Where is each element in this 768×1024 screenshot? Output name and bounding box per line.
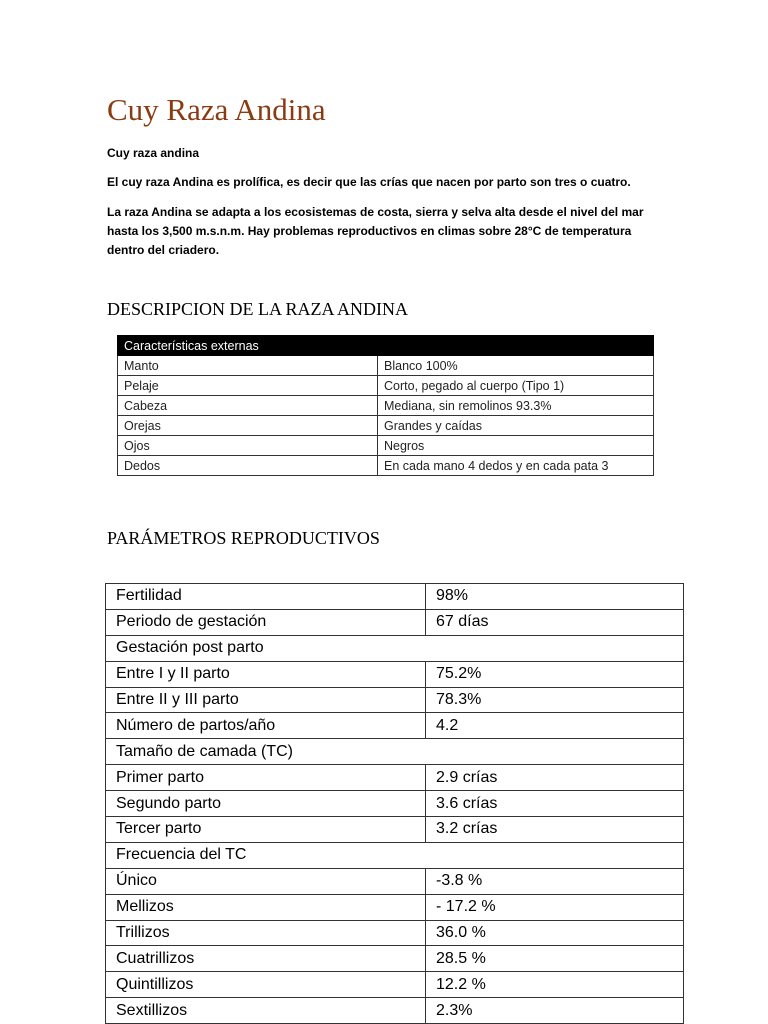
- value-cell: 4.2: [426, 713, 684, 739]
- section-label-cell: Frecuencia del TC: [106, 842, 684, 868]
- page-title: Cuy Raza Andina: [107, 92, 326, 127]
- value-cell: 28.5 %: [426, 946, 684, 972]
- value-cell: 2.9 crías: [426, 765, 684, 791]
- label-cell: Tercer parto: [106, 817, 426, 843]
- subtitle: Cuy raza andina: [107, 146, 200, 160]
- label-cell: Primer parto: [106, 765, 426, 791]
- section-label-cell: Gestación post parto: [106, 635, 684, 661]
- table-row: [118, 356, 654, 376]
- table-row: [106, 765, 684, 791]
- table-row: [106, 739, 684, 765]
- label-cell: Cuatrillizos: [106, 946, 426, 972]
- intro-paragraph: El cuy raza Andina es prolífica, es decir que las crías que nacen por parto son tres o cuatro.: [107, 175, 631, 189]
- table-row: [106, 920, 684, 946]
- label-cell: Pelaje: [118, 376, 378, 396]
- label-cell: Sextillizos: [106, 998, 426, 1024]
- label-cell: Segundo parto: [106, 791, 426, 817]
- value-cell: - 17.2 %: [426, 894, 684, 920]
- table-row: [118, 436, 654, 456]
- value-cell: 98%: [426, 584, 684, 610]
- table-row: [106, 584, 684, 610]
- label-cell: Trillizos: [106, 920, 426, 946]
- table-row: [106, 713, 684, 739]
- label-cell: Dedos: [118, 456, 378, 476]
- section-heading-description: DESCRIPCION DE LA RAZA ANDINA: [107, 299, 409, 319]
- table-row: [106, 661, 684, 687]
- value-cell: 75.2%: [426, 661, 684, 687]
- table-header-row: [118, 336, 654, 356]
- adaptation-paragraph: La raza Andina se adapta a los ecosistemas de costa, sierra y selva alta desde el nivel del mar hasta los 3,500 m.s.n.m. Hay problemas reproductivos en climas sobre 28°C de temperatura dentro del criadero.: [107, 205, 644, 257]
- value-cell: 2.3%: [426, 998, 684, 1024]
- table-header-cell: Características externas: [118, 336, 654, 356]
- label-cell: Manto: [118, 356, 378, 376]
- label-cell: Orejas: [118, 416, 378, 436]
- label-cell: Entre II y III parto: [106, 687, 426, 713]
- section-heading-parameters: PARÁMETROS REPRODUCTIVOS: [107, 528, 380, 548]
- value-cell: Blanco 100%: [378, 356, 654, 376]
- value-cell: 12.2 %: [426, 972, 684, 998]
- table-row: [118, 416, 654, 436]
- table-row: [106, 791, 684, 817]
- label-cell: Mellizos: [106, 894, 426, 920]
- label-cell: Quintillizos: [106, 972, 426, 998]
- value-cell: En cada mano 4 dedos y en cada pata 3: [378, 456, 654, 476]
- label-cell: Periodo de gestación: [106, 609, 426, 635]
- table-row: [118, 376, 654, 396]
- external-characteristics-table: [117, 335, 654, 476]
- label-cell: Número de partos/año: [106, 713, 426, 739]
- value-cell: Negros: [378, 436, 654, 456]
- table-row: [118, 456, 654, 476]
- table-row: [106, 842, 684, 868]
- table-row: [106, 687, 684, 713]
- table-row: [106, 868, 684, 894]
- label-cell: Cabeza: [118, 396, 378, 416]
- value-cell: 3.6 crías: [426, 791, 684, 817]
- label-cell: Ojos: [118, 436, 378, 456]
- section-label-cell: Tamaño de camada (TC): [106, 739, 684, 765]
- table-row: [106, 635, 684, 661]
- value-cell: Grandes y caídas: [378, 416, 654, 436]
- value-cell: 78.3%: [426, 687, 684, 713]
- table-row: [106, 817, 684, 843]
- table-row: [118, 396, 654, 416]
- table-row: [106, 894, 684, 920]
- table-row: [106, 972, 684, 998]
- value-cell: 36.0 %: [426, 920, 684, 946]
- value-cell: 67 días: [426, 609, 684, 635]
- label-cell: Único: [106, 868, 426, 894]
- label-cell: Entre I y II parto: [106, 661, 426, 687]
- value-cell: -3.8 %: [426, 868, 684, 894]
- table-row: [106, 946, 684, 972]
- table-row: [106, 998, 684, 1024]
- label-cell: Fertilidad: [106, 584, 426, 610]
- value-cell: 3.2 crías: [426, 817, 684, 843]
- value-cell: Corto, pegado al cuerpo (Tipo 1): [378, 376, 654, 396]
- value-cell: Mediana, sin remolinos 93.3%: [378, 396, 654, 416]
- reproductive-parameters-table: [105, 583, 684, 1024]
- table-row: [106, 609, 684, 635]
